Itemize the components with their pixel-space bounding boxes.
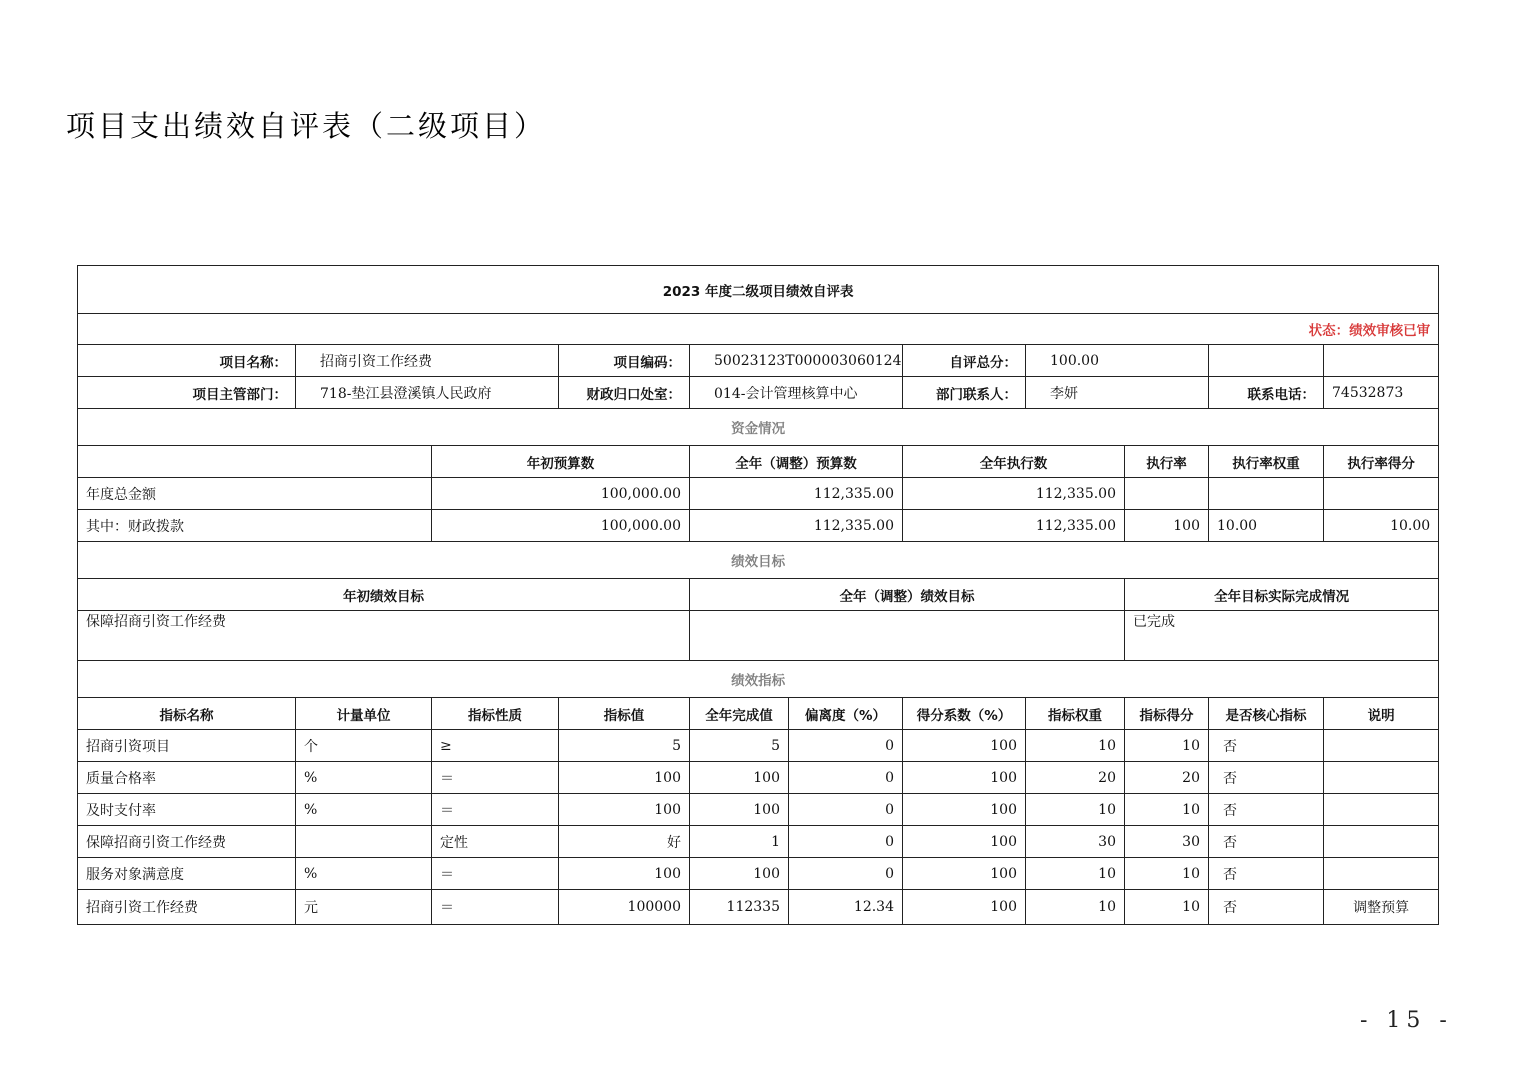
indicator-actual: 100 [690,858,789,890]
indicator-unit: % [296,794,432,826]
indicator-target: 好 [559,826,690,858]
funds-header-score: 执行率得分 [1324,446,1439,478]
indicator-score: 10 [1125,858,1209,890]
contact-label: 部门联系人： [903,377,1026,409]
ind-header-weight: 指标权重 [1026,698,1125,730]
funds-header-weight: 执行率权重 [1209,446,1324,478]
ind-header-coef: 得分系数（%） [903,698,1026,730]
indicator-name: 服务对象满意度 [78,858,296,890]
indicator-coef: 100 [903,826,1026,858]
funds-initial: 100,000.00 [432,478,690,510]
goals-header-initial: 年初绩效目标 [78,579,690,611]
ind-header-note: 说明 [1324,698,1439,730]
goal-adjusted [690,611,1125,661]
indicator-unit: % [296,762,432,794]
funds-row [78,478,1439,510]
indicator-name: 招商引资工作经费 [78,890,296,925]
indicator-deviation: 0 [789,762,903,794]
indicator-row [78,794,1439,826]
page-number: - 15 - [1360,1008,1453,1033]
finance-office-label: 财政归口处室： [559,377,690,409]
indicator-core: 否 [1209,730,1324,762]
funds-score: 10.00 [1324,510,1439,542]
phone-label: 联系电话： [1209,377,1324,409]
indicator-name: 保障招商引资工作经费 [78,826,296,858]
empty-cell [1209,345,1324,377]
empty-cell [78,446,432,478]
indicator-target: 100 [559,794,690,826]
indicator-score: 30 [1125,826,1209,858]
indicator-actual: 100 [690,762,789,794]
goals-section-title: 绩效目标 [78,542,1439,579]
funds-header-initial: 年初预算数 [432,446,690,478]
indicator-rows [78,730,1439,925]
indicator-score: 10 [1125,890,1209,925]
goals-row [78,611,1439,661]
ind-header-unit: 计量单位 [296,698,432,730]
ind-header-nature: 指标性质 [432,698,559,730]
ind-header-actual: 全年完成值 [690,698,789,730]
indicator-actual: 100 [690,794,789,826]
indicator-unit: % [296,858,432,890]
indicator-unit: 个 [296,730,432,762]
indicator-note [1324,794,1439,826]
ind-header-target: 指标值 [559,698,690,730]
indicator-core: 否 [1209,858,1324,890]
funds-weight: 10.00 [1209,510,1324,542]
indicator-name: 招商引资项目 [78,730,296,762]
indicator-deviation: 0 [789,858,903,890]
ind-header-score: 指标得分 [1125,698,1209,730]
funds-weight [1209,478,1324,510]
indicator-note [1324,762,1439,794]
funds-header-rate: 执行率 [1125,446,1209,478]
ind-header-core: 是否核心指标 [1209,698,1324,730]
indicator-note [1324,730,1439,762]
indicator-deviation: 0 [789,794,903,826]
goals-header-adjusted: 全年（调整）绩效目标 [690,579,1125,611]
indicator-score: 10 [1125,794,1209,826]
indicator-core: 否 [1209,826,1324,858]
indicator-score: 20 [1125,762,1209,794]
indicator-note [1324,826,1439,858]
indicator-row [78,762,1439,794]
indicator-deviation: 0 [789,730,903,762]
funds-score [1324,478,1439,510]
indicator-deviation: 12.34 [789,890,903,925]
indicator-note: 调整预算 [1324,890,1439,925]
total-score-label: 自评总分： [903,345,1026,377]
indicator-row [78,826,1439,858]
department-value: 718-垫江县澄溪镇人民政府 [296,377,559,409]
indicator-weight: 10 [1026,794,1125,826]
funds-header-adjusted: 全年（调整）预算数 [690,446,903,478]
indicator-name: 质量合格率 [78,762,296,794]
indicator-weight: 30 [1026,826,1125,858]
indicator-weight: 10 [1026,730,1125,762]
indicator-core: 否 [1209,762,1324,794]
indicators-header-row [78,698,1439,730]
indicator-nature: 定性 [432,826,559,858]
phone-value: 74532873 [1324,377,1439,409]
funds-executed: 112,335.00 [903,478,1125,510]
funds-initial: 100,000.00 [432,510,690,542]
funds-rate [1125,478,1209,510]
contact-value: 李妍 [1026,377,1209,409]
indicator-nature: ＝ [432,890,559,925]
indicator-target: 100 [559,762,690,794]
funds-section-title: 资金情况 [78,409,1439,446]
funds-adjusted: 112,335.00 [690,510,903,542]
indicator-nature: ＝ [432,794,559,826]
funds-header-executed: 全年执行数 [903,446,1125,478]
goals-header-actual: 全年目标实际完成情况 [1125,579,1439,611]
indicator-coef: 100 [903,858,1026,890]
indicator-weight: 10 [1026,858,1125,890]
project-name-value: 招商引资工作经费 [296,345,559,377]
goal-actual: 已完成 [1125,611,1439,661]
empty-cell [1324,345,1439,377]
indicator-nature: ≥ [432,730,559,762]
indicator-row [78,858,1439,890]
indicator-coef: 100 [903,794,1026,826]
indicator-weight: 10 [1026,890,1125,925]
finance-office-value: 014-会计管理核算中心 [690,377,903,409]
indicator-name: 及时支付率 [78,794,296,826]
project-code-value: 50023123T000003060124 [690,345,903,377]
indicator-nature: ＝ [432,858,559,890]
indicator-coef: 100 [903,890,1026,925]
goal-initial: 保障招商引资工作经费 [78,611,690,661]
total-score-value: 100.00 [1026,345,1209,377]
indicator-target: 5 [559,730,690,762]
indicator-actual: 5 [690,730,789,762]
funds-row [78,510,1439,542]
indicators-section-title: 绩效指标 [78,661,1439,698]
project-name-label: 项目名称： [78,345,296,377]
funds-row-label: 其中：财政拨款 [78,510,432,542]
indicator-unit [296,826,432,858]
indicator-nature: ＝ [432,762,559,794]
indicator-score: 10 [1125,730,1209,762]
funds-adjusted: 112,335.00 [690,478,903,510]
indicator-row [78,730,1439,762]
indicator-actual: 1 [690,826,789,858]
department-label: 项目主管部门： [78,377,296,409]
indicator-coef: 100 [903,762,1026,794]
info-row-2 [78,377,1439,409]
ind-header-name: 指标名称 [78,698,296,730]
indicator-core: 否 [1209,794,1324,826]
indicator-weight: 20 [1026,762,1125,794]
indicator-row [78,890,1439,925]
status-label: 状态：绩效审核已审 [78,314,1439,345]
sheet-title: 2023 年度二级项目绩效自评表 [78,266,1439,314]
performance-table [77,265,1439,925]
indicator-note [1324,858,1439,890]
indicator-core: 否 [1209,890,1324,925]
info-row-1 [78,345,1439,377]
indicator-unit: 元 [296,890,432,925]
page-title: 项目支出绩效自评表（二级项目） [66,109,547,143]
indicator-deviation: 0 [789,826,903,858]
project-code-label: 项目编码： [559,345,690,377]
goals-header-row [78,579,1439,611]
indicator-coef: 100 [903,730,1026,762]
indicator-target: 100 [559,858,690,890]
indicator-actual: 112335 [690,890,789,925]
ind-header-deviation: 偏离度（%） [789,698,903,730]
funds-header-row [78,446,1439,478]
funds-executed: 112,335.00 [903,510,1125,542]
indicator-target: 100000 [559,890,690,925]
funds-rate: 100 [1125,510,1209,542]
funds-row-label: 年度总金额 [78,478,432,510]
